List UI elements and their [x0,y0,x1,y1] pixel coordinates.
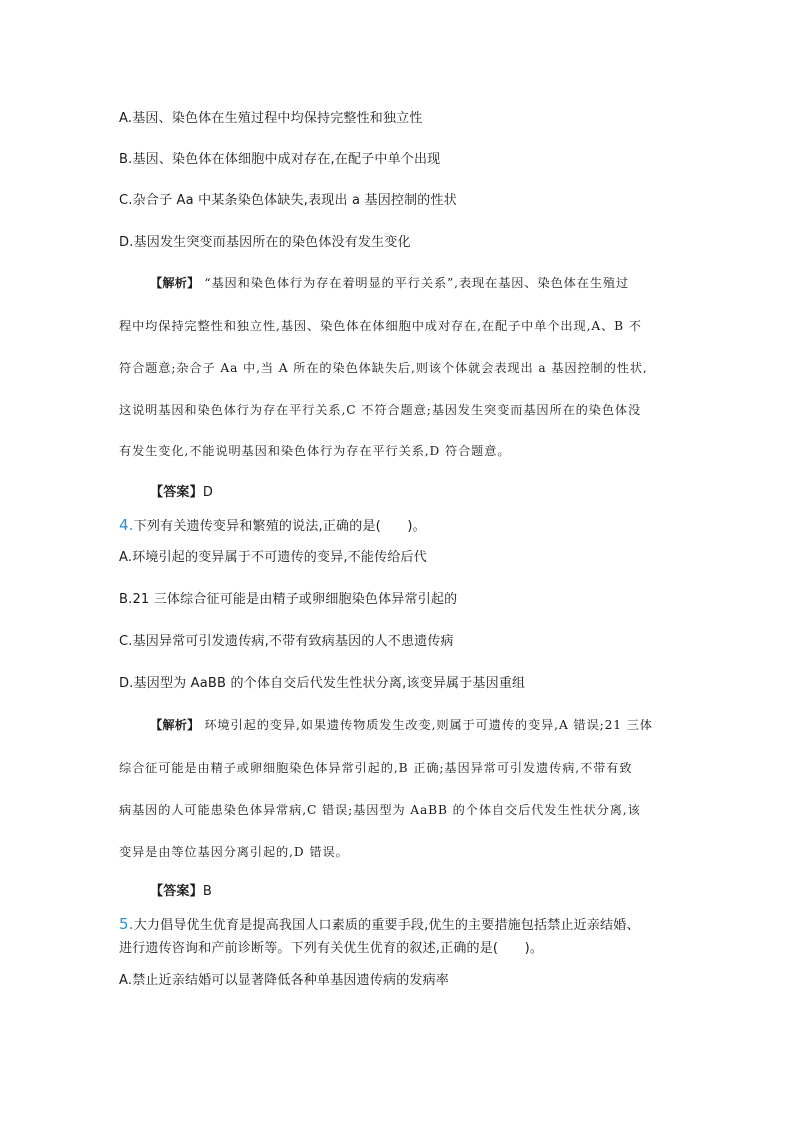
q3-explanation-line-2: 程中均保持完整性和独立性,基因、染色体在体细胞中成对存在,在配子中单个出现,A、B 不 [119,319,642,333]
q5-number: 5. [119,915,134,933]
q4-option-d: D.基因型为 AaBB 的个体自交后代发生性状分离,该变异属于基因重组 [119,676,526,691]
q4-explanation-line-1 [150,716,653,734]
q3-explanation-tag: 【解析】 [150,276,200,290]
q4-stem [119,516,426,536]
q3-explanation-line-1 [150,274,629,292]
q4-answer-tag: 【答案】 [150,884,203,899]
q5-option-a: A.禁止近亲结婚可以显著降低各种单基因遗传病的发病率 [119,973,449,988]
q3-answer [150,484,213,502]
q3-explanation-text-1: “基因和染色体行为存在着明显的平行关系”,表现在基因、染色体在生殖过 [204,276,630,290]
q5-stem-line-2: 进行遗传咨询和产前诊断等。下列有关优生优育的叙述,正确的是( )。 [119,941,544,956]
q4-number: 4. [119,516,134,534]
q4-answer-value: B [202,884,212,899]
q3-answer-value: D [202,485,213,500]
q3-option-d: D.基因发生突变而基因所在的染色体没有发生变化 [119,235,411,250]
q4-explanation-line-4: 变异是由等位基因分离引起的,D 错误。 [119,845,349,859]
q4-explanation-tag: 【解析】 [150,718,200,732]
q4-option-a: A.环境引起的变异属于不可遗传的变异,不能传给后代 [119,550,427,565]
q3-option-a: A.基因、染色体在生殖过程中均保持完整性和独立性 [119,111,423,126]
q4-explanation-line-2: 综合征可能是由精子或卵细胞染色体异常引起的,B 正确;基因异常可引发遗传病,不带有致 [119,761,633,775]
q3-explanation-line-4: 这说明基因和染色体行为存在平行关系,C 不符合题意;基因发生突变而基因所在的染色体没 [119,403,642,417]
q4-explanation-line-3: 病基因的人可能患染色体异常病,C 错误;基因型为 AaBB 的个体自交后代发生性状分离,该 [119,803,641,817]
q3-option-b: B.基因、染色体在体细胞中成对存在,在配子中单个出现 [119,152,441,167]
q4-option-b: B.21 三体综合征可能是由精子或卵细胞染色体异常引起的 [119,592,458,607]
q4-answer [150,883,212,901]
q4-option-c: C.基因异常可引发遗传病,不带有致病基因的人不患遗传病 [119,634,454,649]
q5-stem-line-1 [119,915,640,935]
q3-option-c: C.杂合子 Aa 中某条染色体缺失,表现出 a 基因控制的性状 [119,193,457,208]
q5-stem-text-1: 大力倡导优生优育是提高我国人口素质的重要手段,优生的主要措施包括禁止近亲结婚、 [133,918,640,933]
q3-explanation-line-5: 有发生变化,不能说明基因和染色体行为存在平行关系,D 符合题意。 [119,444,511,458]
q3-answer-tag: 【答案】 [150,485,203,500]
q4-explanation-text-1: 环境引起的变异,如果遗传物质发生改变,则属于可遗传的变异,A 错误;21 三体 [204,718,653,732]
q4-stem-text: 下列有关遗传变异和繁殖的说法,正确的是( )。 [133,519,426,534]
q3-explanation-line-3: 符合题意;杂合子 Aa 中,当 A 所在的染色体缺失后,则该个体就会表现出 a 基因控制的性状, [119,361,648,375]
